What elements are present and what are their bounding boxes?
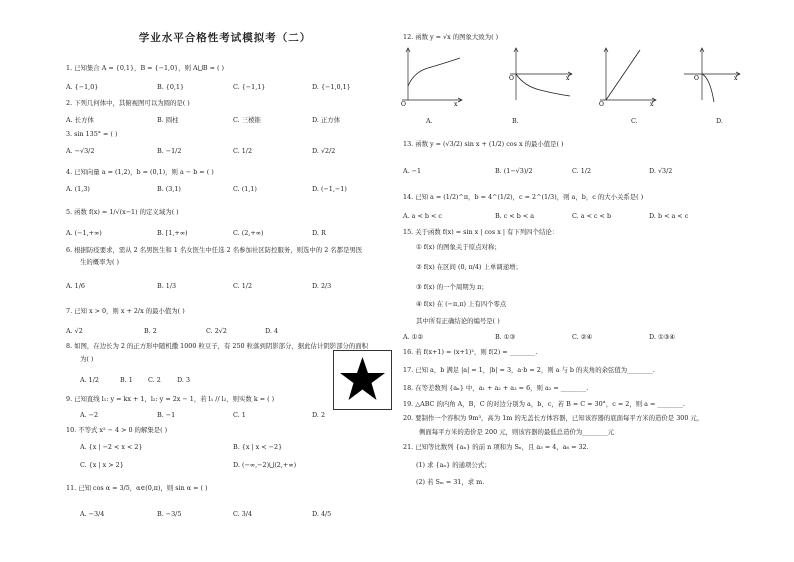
graph-d-concave-down — [682, 44, 744, 106]
q8-option-c: C. 2 — [148, 376, 161, 384]
q6-option-d: D. 2/3 — [312, 282, 332, 290]
q4-option-a: A. (1,3) — [66, 185, 90, 193]
q4-option-d: D. (−1,−1) — [312, 185, 347, 193]
q5-option-a: A. (−1,+∞) — [66, 229, 102, 237]
q8-option-d: D. 3 — [177, 376, 191, 384]
q8-option-a: A. 1/2 — [80, 376, 99, 384]
q7-option-c: C. 2√2 — [206, 327, 227, 335]
q7-option-a: A. √2 — [66, 327, 83, 335]
q11-option-d: D. 4/5 — [312, 510, 332, 518]
question-7: 7. 已知 x > 0，则 x + 2/x 的最小值为( ) — [66, 307, 185, 315]
svg-text:x: x — [734, 75, 738, 82]
q5-option-d: D. R — [312, 229, 326, 237]
q3-option-b: B. −1/2 — [157, 147, 182, 155]
q6-option-b: B. 1/3 — [157, 282, 177, 290]
q15-option-c: C. ②④ — [572, 333, 593, 341]
question-10: 10. 不等式 x² − 4 > 0 的解集是( ) — [66, 426, 168, 434]
question-16: 16. 若 f(x+1) = (x+1)²，则 f(2) = ________. — [403, 348, 538, 356]
svg-text:O: O — [599, 101, 604, 106]
graph-label-b: B. — [512, 117, 519, 125]
question-20-cont: 侧面每平方米的造价是 200 元，则该容器的最低总造价为________元 — [419, 428, 615, 436]
question-1: 1. 已知集合 A = {0,1}，B = {−1,0}，则 A⋃B = ( ) — [66, 64, 225, 72]
q8-option-b: B. 1 — [120, 376, 133, 384]
q2-option-b: B. 圆柱 — [157, 116, 179, 124]
q5-option-c: C. (2,+∞) — [233, 229, 264, 237]
q4-option-c: C. (1,1) — [233, 185, 257, 193]
question-9: 9. 已知直线 l₁: y = kx + 1，l₂: y = 2x − 1，若 l₁ // l₂，则实数 k = ( ) — [66, 395, 275, 403]
q13-option-a: A. −1 — [403, 167, 422, 175]
q3-option-a: A. −√3/2 — [66, 147, 95, 155]
q13-option-b: B. (1−√3)/2 — [495, 167, 533, 175]
q1-option-d: D. {−1,0,1} — [312, 83, 351, 91]
q6-option-c: C. 1/2 — [233, 282, 253, 290]
q1-option-a: A. {−1,0} — [66, 83, 99, 91]
q13-option-d: D. √3/2 — [649, 167, 673, 175]
q11-option-a: A. −3/4 — [80, 510, 105, 518]
q15-question: 其中所有正确结论的编号是( ) — [416, 317, 500, 325]
q2-option-d: D. 正方体 — [312, 116, 341, 124]
q10-option-b: B. {x | x < −2} — [233, 443, 283, 451]
q3-option-d: D. √2/2 — [312, 147, 336, 155]
svg-text:O: O — [401, 101, 406, 106]
q2-option-a: A. 长方体 — [66, 116, 94, 124]
question-18: 18. 在等差数列 {aₙ} 中，a₁ + a₂ + a₃ = 6，则 a₂ = ________. — [403, 384, 589, 392]
svg-text:O: O — [509, 75, 514, 82]
question-6: 6. 根据防疫要求，需从 2 名男医生和 1 名女医生中任选 2 名参加社区防控服务，则选中的 2 名都是男医 — [66, 246, 363, 254]
q15-option-a: A. ①② — [403, 333, 424, 341]
question-14: 14. 已知 a = (1/2)^π，b = 4^(1/2)，c = 2^(1/3)，则 a，b，c 的大小关系是( ) — [403, 193, 644, 201]
q15-statement-1: ① f(x) 的图象关于原点对称； — [416, 243, 501, 251]
graph-c-linear — [596, 44, 658, 106]
q15-option-b: B. ①③ — [495, 333, 516, 341]
q9-option-d: D. 2 — [312, 411, 326, 419]
svg-text:x: x — [566, 75, 570, 82]
q15-statement-4: ④ f(x) 在 (−π,π) 上有四个零点 — [416, 300, 507, 308]
q15-statement-2: ② f(x) 在区间 (0, π/4) 上单调递增； — [416, 263, 522, 271]
q21-part-1: (1) 求 {aₙ} 的通项公式； — [416, 461, 491, 469]
question-11: 11. 已知 cos α = 3/5，α∈(0,π)，则 sin α = ( ) — [66, 484, 208, 492]
q15-statement-3: ③ f(x) 的一个周期为 π； — [416, 283, 488, 291]
svg-text:O: O — [694, 75, 699, 82]
square-with-star-figure — [333, 350, 392, 410]
question-19: 19. △ABC 的内角 A，B，C 的对边分别为 a，b，c，若 B = C = 30°，c = 2，则 a = ________. — [403, 400, 685, 408]
q9-option-b: B. −1 — [157, 411, 176, 419]
q2-option-c: C. 三棱锥 — [233, 116, 261, 124]
q14-option-a: A. a < b < c — [403, 212, 442, 220]
q4-option-b: B. (3,1) — [157, 185, 181, 193]
question-12: 12. 函数 y = √x 的图象大致为( ) — [403, 33, 499, 41]
question-21: 21. 已知等比数列 {aₙ} 的前 n 项和为 Sₙ，且 a₃ = 4，a₆ = 32. — [403, 443, 589, 451]
q14-option-b: B. c < b < a — [495, 212, 535, 220]
q14-option-d: D. b < a < c — [649, 212, 689, 220]
q9-option-c: C. 1 — [233, 411, 246, 419]
q21-part-2: (2) 若 Sₘ = 31，求 m. — [416, 478, 485, 486]
q6-option-a: A. 1/6 — [66, 282, 85, 290]
question-8: 8. 如图，在边长为 2 的正方形中随机撒 1000 粒豆子，有 250 粒落到阴影部分，据此估计阴影部分的面积 — [66, 342, 369, 350]
question-2: 2. 下列几何体中，其俯视图可以为圆的是( ) — [66, 99, 190, 107]
question-20: 20. 要制作一个容积为 9m³，高为 1m 的无盖长方体容器，已知该容器的底面每平方米的造价是 300 元， — [403, 414, 704, 422]
q13-option-c: C. 1/2 — [572, 167, 592, 175]
graph-b-decreasing — [506, 44, 578, 106]
q1-option-b: B. {0,1} — [157, 83, 185, 91]
q10-option-a: A. {x | −2 < x < 2} — [80, 443, 143, 451]
question-13: 13. 函数 y = (√3/2) sin x + (1/2) cos x 的最小值是( ) — [403, 140, 564, 148]
graph-label-c: C. — [631, 117, 638, 125]
q5-option-b: B. [1,+∞) — [157, 229, 188, 237]
question-6-cont: 生的概率为( ) — [80, 258, 119, 266]
q10-option-c: C. {x | x > 2} — [80, 461, 124, 469]
graph-label-d: D. — [716, 117, 723, 125]
q3-option-c: C. 1/2 — [233, 147, 253, 155]
question-4: 4. 已知向量 a = (1,2)，b = (0,1)，则 a − b = ( ) — [66, 168, 214, 176]
svg-text:x: x — [454, 101, 458, 106]
q7-option-b: B. 2 — [144, 327, 157, 335]
q11-option-c: C. 3/4 — [233, 510, 253, 518]
question-8-cont: 为( ) — [80, 355, 94, 363]
q11-option-b: B. −3/5 — [157, 510, 182, 518]
graph-label-a: A. — [426, 117, 433, 125]
question-15: 15. 关于函数 f(x) = sin x | cos x | 有下列四个结论： — [403, 228, 559, 236]
question-17: 17. 已知 a，b 满足 |a| = 1，|b| = 3，a·b = 2，则 a 与 b 的夹角的余弦值为________. — [403, 366, 655, 374]
question-3: 3. sin 135° = ( ) — [66, 130, 118, 138]
graph-a-sqrt — [398, 44, 468, 106]
star-icon — [334, 351, 391, 409]
svg-text:x: x — [650, 101, 654, 106]
q15-option-d: D. ①③④ — [649, 333, 676, 341]
q10-option-d: D. (−∞,−2)⋃(2,+∞) — [233, 461, 297, 469]
page-title: 学业水平合格性考试模拟考（二） — [138, 32, 312, 44]
q1-option-c: C. {−1,1} — [233, 83, 266, 91]
q14-option-c: C. a < c < b — [572, 212, 612, 220]
question-5: 5. 函数 f(x) = 1/√(x−1) 的定义域为( ) — [66, 208, 179, 216]
q7-option-d: D. 4 — [265, 327, 279, 335]
q9-option-a: A. −2 — [80, 411, 99, 419]
